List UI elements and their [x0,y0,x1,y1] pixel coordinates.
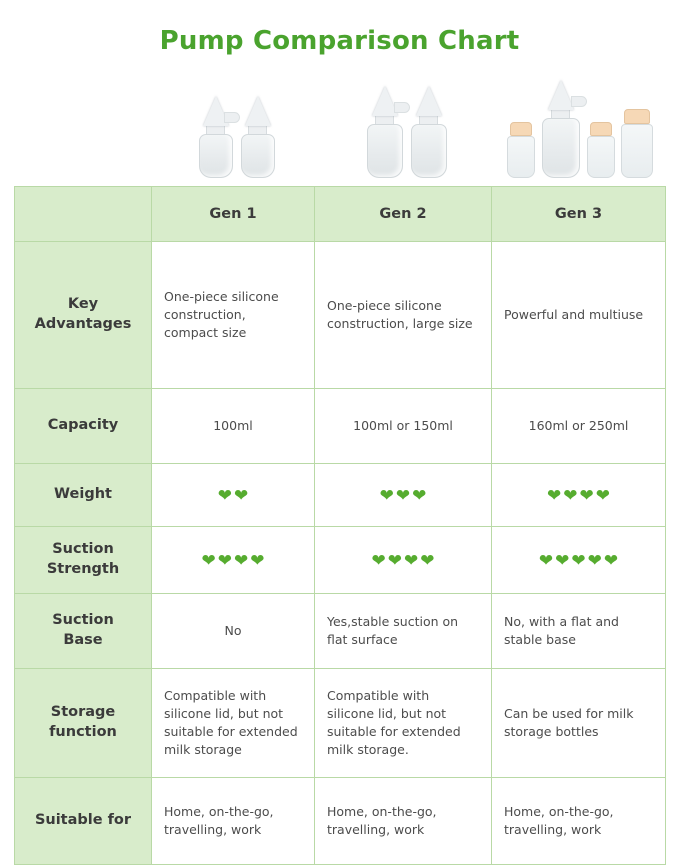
bottle-icon [587,122,615,178]
heart-icon: ❤ [563,485,578,506]
table-row [15,778,666,865]
heart-icon: ❤ [201,550,216,571]
heart-icon: ❤ [379,485,394,506]
heart-icon: ❤ [217,550,232,571]
heart-icon: ❤ [217,485,232,506]
cell-capacity-gen3: 160ml or 250ml [492,389,666,464]
row-label-weight: Weight [15,464,152,527]
heart-icon: ❤ [547,485,562,506]
heart-icon: ❤ [234,550,249,571]
table-row [15,389,666,464]
cell-weight-gen2 [315,464,492,527]
column-header-gen3: Gen 3 [492,187,666,242]
pump-icon [199,96,233,178]
bottle-icon [507,122,535,178]
gen2-pumps-image [319,68,494,178]
column-header-gen2: Gen 2 [315,187,492,242]
cell-suitable-for-gen1: Home, on-the-go, travelling, work [152,778,315,865]
table-corner-cell [15,187,152,242]
cell-weight-gen1 [152,464,315,527]
row-label-line2: Strength [46,561,120,577]
cell-suitable-for-gen3: Home, on-the-go, travelling, work [492,778,666,865]
heart-icon: ❤ [234,485,249,506]
cell-suitable-for-gen2: Home, on-the-go, travelling, work [315,778,492,865]
row-label-line2: Base [63,632,103,648]
row-label-storage-function [15,669,152,778]
row-label-suction-base [15,594,152,669]
cell-key-advantages-gen2: One-piece silicone construction, large size [315,242,492,389]
cell-weight-gen3 [492,464,666,527]
cell-suction-base-gen3: No, with a flat and stable base [492,594,666,669]
table-row [15,464,666,527]
heart-icon: ❤ [387,550,402,571]
heart-icon: ❤ [538,550,554,571]
column-header-gen1: Gen 1 [152,187,315,242]
cell-suction-base-gen2: Yes,stable suction on flat surface [315,594,492,669]
heart-icon: ❤ [412,485,427,506]
heart-icon: ❤ [250,550,265,571]
images-spacer [14,68,154,178]
cell-suction-strength-gen2 [315,527,492,594]
gen1-pumps-image [154,68,319,178]
table-row [15,527,666,594]
row-label-line2: function [49,724,117,740]
row-label-line1: Key [67,296,99,313]
row-label-suitable-for: Suitable for [15,778,152,865]
row-label-line1: Suction [52,612,114,629]
row-label-line1: Suction [52,541,114,558]
bottle-icon [621,109,653,178]
row-label-key-advantages [15,242,152,389]
cell-storage-function-gen2: Compatible with silicone lid, but not suitable for extended milk storage. [315,669,492,778]
heart-icon: ❤ [571,550,586,571]
gen3-pumps-bottles-image [494,68,665,178]
heart-icon: ❤ [555,550,570,571]
cell-capacity-gen2: 100ml or 150ml [315,389,492,464]
row-label-line1: Storage [50,704,116,721]
pump-icon [411,86,447,178]
cell-key-advantages-gen3: Powerful and multiuse [492,242,666,389]
row-label-line2: Advantages [34,316,132,332]
page-title: Pump Comparison Chart [159,26,520,56]
pump-icon [542,80,580,178]
cell-storage-function-gen1: Compatible with silicone lid, but not suitable for extended milk storage [152,669,315,778]
heart-icon: ❤ [579,485,594,506]
row-label-capacity: Capacity [15,389,152,464]
cell-key-advantages-gen1: One-piece silicone construction, compact size [152,242,315,389]
cell-storage-function-gen3: Can be used for milk storage bottles [492,669,666,778]
cell-suction-strength-gen3 [492,527,666,594]
cell-suction-strength-gen1 [152,527,315,594]
table-header-row [15,187,666,242]
heart-icon: ❤ [595,485,610,506]
row-label-suction-strength [15,527,152,594]
pump-icon [241,96,275,178]
cell-capacity-gen1: 100ml [152,389,315,464]
table-row [15,242,666,389]
heart-icon: ❤ [371,550,386,571]
table-row [15,669,666,778]
heart-icon: ❤ [420,550,435,571]
pump-icon [367,86,403,178]
heart-icon: ❤ [404,550,419,571]
cell-suction-base-gen1: No [152,594,315,669]
heart-icon: ❤ [395,485,411,506]
product-images-strip [0,68,679,178]
heart-icon: ❤ [587,550,602,571]
table-row [15,594,666,669]
comparison-table [14,186,666,865]
heart-icon: ❤ [603,550,619,571]
